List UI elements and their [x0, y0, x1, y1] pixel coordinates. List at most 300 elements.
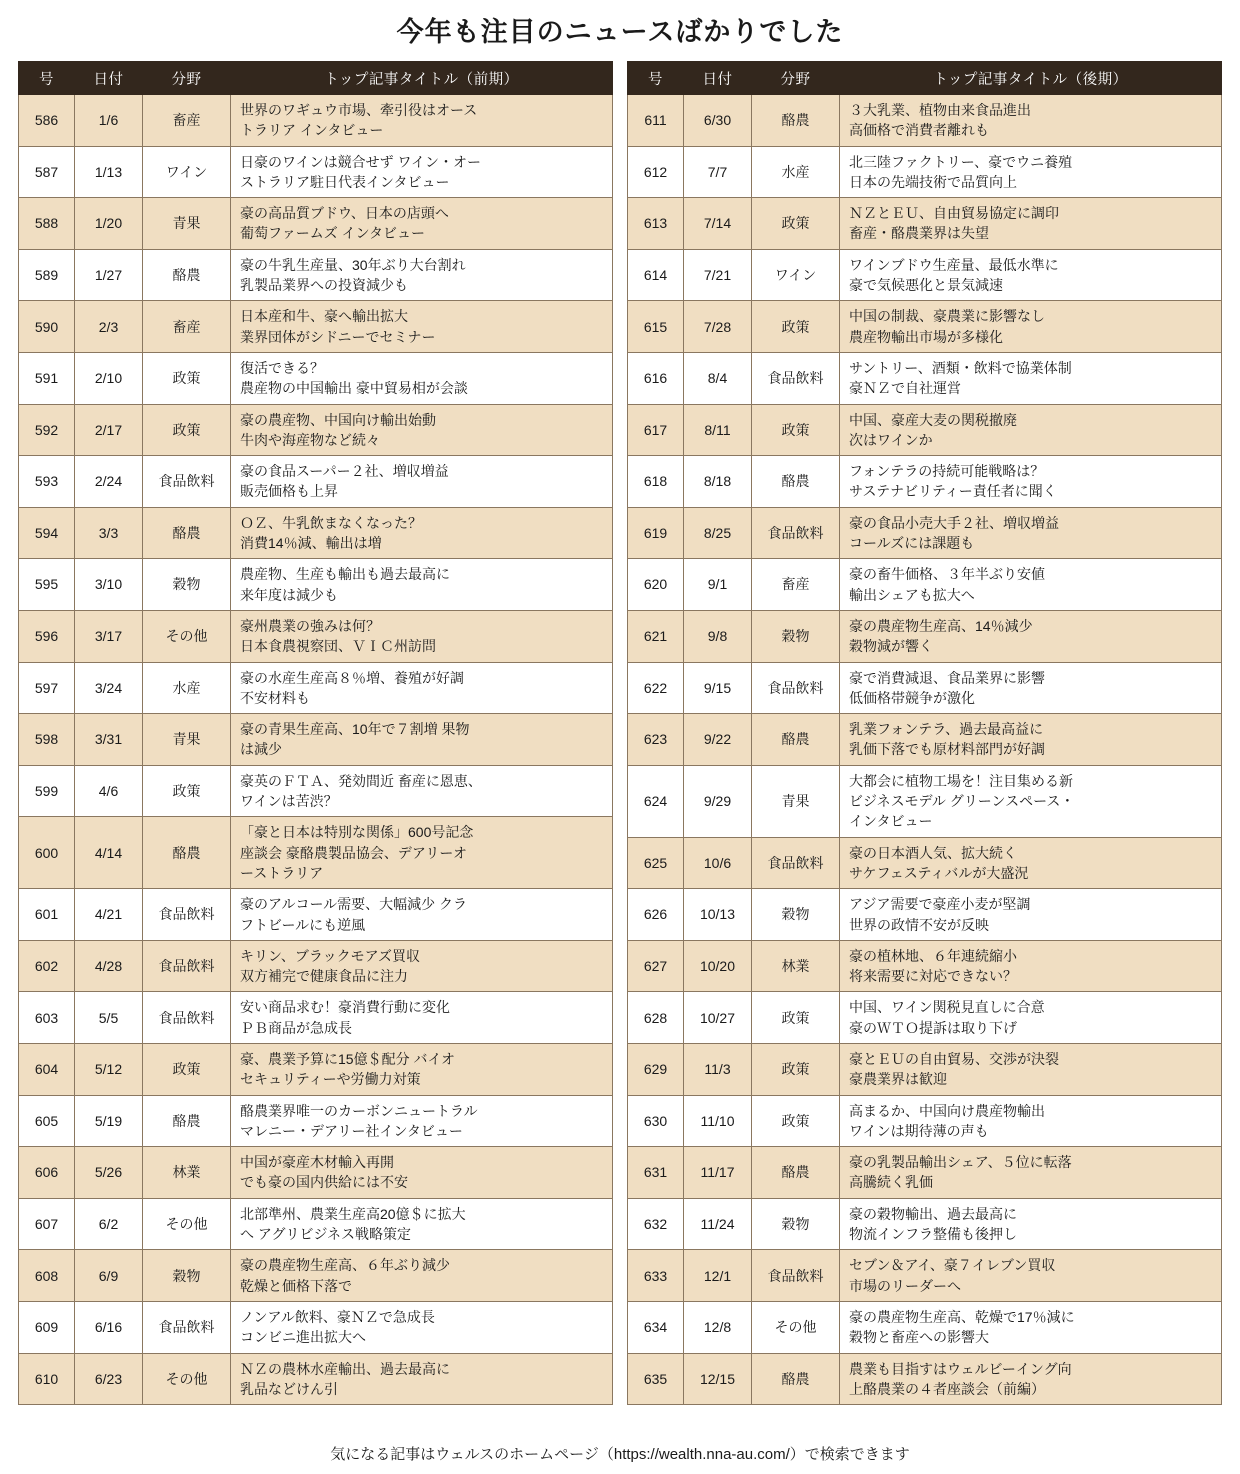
article-title-line: 豪とＥＵの自由貿易、交渉が決裂 [849, 1050, 1059, 1067]
table-row [19, 198, 613, 250]
cell-issue-number: 631 [628, 1147, 684, 1199]
article-title-line: へ アグリビジネス戦略策定 [240, 1226, 412, 1243]
cell-issue-number: 604 [19, 1043, 75, 1095]
cell-article-title [840, 1198, 1222, 1250]
table-row [19, 662, 613, 714]
table-row [628, 559, 1222, 611]
article-title-line: 世界の政情不安が反映 [849, 916, 989, 933]
cell-article-title [231, 1043, 613, 1095]
table-row [19, 1353, 613, 1405]
table-row [19, 146, 613, 198]
cell-issue-number: 602 [19, 940, 75, 992]
article-title-line: 豪の食品小売大手２社、増収増益 [849, 514, 1059, 531]
cell-issue-number: 634 [628, 1301, 684, 1353]
cell-date: 10/20 [684, 940, 752, 992]
cell-issue-number: 635 [628, 1353, 684, 1405]
cell-issue-number: 592 [19, 404, 75, 456]
table-row [628, 1250, 1222, 1302]
article-title-line: ストラリア駐日代表インタビュー [240, 173, 450, 190]
cell-issue-number: 588 [19, 198, 75, 250]
table-row [19, 992, 613, 1044]
article-title-line: ＰＢ商品が急成長 [240, 1019, 352, 1036]
cell-field: 林業 [143, 1147, 231, 1199]
cell-article-title [231, 1095, 613, 1147]
cell-article-title [840, 507, 1222, 559]
article-title-line: トラリア インタビュー [240, 122, 384, 139]
cell-date: 11/3 [684, 1043, 752, 1095]
cell-date: 6/9 [75, 1250, 143, 1302]
cell-article-title [231, 610, 613, 662]
cell-date: 5/12 [75, 1043, 143, 1095]
table-row [628, 992, 1222, 1044]
article-title-line: でも豪の国内供給には不安 [240, 1174, 408, 1191]
cell-issue-number: 615 [628, 301, 684, 353]
article-title-line: 豪の穀物輸出、過去最高に [849, 1205, 1017, 1222]
table-row [628, 765, 1222, 837]
article-title-line: ワインは苦渋？ [240, 793, 338, 810]
cell-date: 1/20 [75, 198, 143, 250]
article-title-line: 豪の農産物生産高、６年ぶり減少 [240, 1257, 450, 1274]
cell-issue-number: 616 [628, 352, 684, 404]
article-title-line: 座談会 豪酪農製品協会、デアリーオ [240, 844, 468, 861]
cell-date: 12/8 [684, 1301, 752, 1353]
cell-date: 6/30 [684, 95, 752, 147]
article-title-line: フトビールにも逆風 [240, 916, 366, 933]
cell-field: その他 [143, 1353, 231, 1405]
article-title-line: 来年度は減少も [240, 586, 338, 603]
article-title-line: 世界のワギュウ市場、牽引役はオース [240, 102, 478, 118]
article-title-line: 牛肉や海産物など続々 [240, 431, 380, 448]
article-title-line: 販売価格も上昇 [240, 483, 338, 500]
article-title-line: 高価格で消費者離れも [849, 122, 989, 139]
cell-issue-number: 619 [628, 507, 684, 559]
cell-article-title [231, 662, 613, 714]
cell-article-title [231, 817, 613, 889]
cell-date: 6/23 [75, 1353, 143, 1405]
cell-article-title [840, 1301, 1222, 1353]
cell-date: 1/6 [75, 95, 143, 147]
cell-article-title [840, 992, 1222, 1044]
article-title-line: 大都会に植物工場を！注目集める新 [849, 772, 1073, 789]
cell-date: 7/7 [684, 146, 752, 198]
cell-field: 食品飲料 [752, 1250, 840, 1302]
cell-article-title [840, 301, 1222, 353]
cell-article-title [231, 559, 613, 611]
cell-article-title [231, 992, 613, 1044]
article-title-line: 双方補完で健康食品に注力 [240, 968, 408, 985]
cell-article-title [231, 146, 613, 198]
cell-field: 政策 [752, 992, 840, 1044]
cell-field: 水産 [143, 662, 231, 714]
cell-date: 11/10 [684, 1095, 752, 1147]
article-title-line: 市場のリーダーへ [849, 1277, 961, 1294]
cell-article-title [840, 249, 1222, 301]
cell-article-title [840, 146, 1222, 198]
article-title-line: は減少 [240, 741, 282, 758]
cell-issue-number: 611 [628, 95, 684, 147]
article-title-line: 業界団体がシドニーでセミナー [240, 328, 436, 345]
table-row [19, 714, 613, 766]
tables-container [0, 61, 1240, 1405]
cell-issue-number: 620 [628, 559, 684, 611]
article-title-line: 乳業フォンテラ、過去最高益に [849, 721, 1044, 738]
article-title-line: インタビュー [849, 813, 933, 830]
table-row [628, 301, 1222, 353]
cell-date: 11/17 [684, 1147, 752, 1199]
cell-article-title [840, 1043, 1222, 1095]
cell-field: その他 [752, 1301, 840, 1353]
table-row [628, 95, 1222, 147]
cell-field: ワイン [143, 146, 231, 198]
cell-issue-number: 589 [19, 249, 75, 301]
column-header-date: 日付 [75, 62, 143, 95]
cell-date: 1/13 [75, 146, 143, 198]
table-header-row [628, 62, 1222, 95]
article-title-line: 日本食農視察団、ＶＩＣ州訪問 [240, 638, 436, 655]
cell-date: 12/15 [684, 1353, 752, 1405]
cell-article-title [840, 1353, 1222, 1405]
article-title-line: 中国、豪産大麦の関税撤廃 [849, 411, 1017, 428]
cell-field: 穀物 [752, 889, 840, 941]
cell-date: 2/10 [75, 352, 143, 404]
cell-field: 政策 [752, 198, 840, 250]
article-title-line: 豪で消費減退、食品業界に影響 [849, 669, 1045, 686]
article-title-line: セキュリティーや労働力対策 [240, 1071, 421, 1088]
cell-issue-number: 630 [628, 1095, 684, 1147]
cell-field: 青果 [143, 714, 231, 766]
article-title-line: 日本の先端技術で品質向上 [849, 173, 1017, 190]
cell-field: 食品飲料 [752, 662, 840, 714]
article-title-line: 中国、ワイン関税見直しに合意 [849, 999, 1045, 1016]
cell-issue-number: 608 [19, 1250, 75, 1302]
table-row [628, 940, 1222, 992]
article-title-line: 日豪のワインは競合せず ワイン・オー [240, 153, 482, 170]
cell-date: 10/27 [684, 992, 752, 1044]
cell-issue-number: 603 [19, 992, 75, 1044]
cell-field: 政策 [143, 352, 231, 404]
cell-date: 8/25 [684, 507, 752, 559]
cell-article-title [231, 352, 613, 404]
table-row [19, 456, 613, 508]
cell-issue-number: 613 [628, 198, 684, 250]
article-title-line: 豪州農業の強みは何？ [240, 617, 380, 634]
table-row [628, 1198, 1222, 1250]
article-title-line: サステナビリティー責任者に聞く [849, 483, 1057, 500]
cell-date: 5/19 [75, 1095, 143, 1147]
article-title-line: 豪で気候悪化と景気減速 [849, 277, 1003, 294]
article-title-line: 豪農業界は歓迎 [849, 1071, 947, 1088]
article-title-line: セブン＆アイ、豪７イレブン買収 [849, 1257, 1056, 1274]
article-title-line: 豪のＷＴＯ提訴は取り下げ [849, 1019, 1017, 1036]
cell-article-title [231, 1250, 613, 1302]
table-row [628, 249, 1222, 301]
cell-article-title [840, 352, 1222, 404]
cell-field: その他 [143, 610, 231, 662]
cell-field: 酪農 [143, 249, 231, 301]
table-body-first-half [19, 95, 613, 1405]
cell-field: 林業 [752, 940, 840, 992]
cell-date: 3/24 [75, 662, 143, 714]
cell-date: 6/2 [75, 1198, 143, 1250]
article-title-line: フォンテラの持続可能戦略は？ [849, 463, 1045, 480]
cell-issue-number: 594 [19, 507, 75, 559]
cell-article-title [231, 301, 613, 353]
article-title-line: 豪の農産物、中国向け輸出始動 [240, 411, 436, 428]
table-row [19, 507, 613, 559]
cell-issue-number: 632 [628, 1198, 684, 1250]
article-title-line: 穀物と畜産への影響大 [849, 1329, 989, 1346]
table-row [628, 889, 1222, 941]
article-title-line: 農業も目指すはウェルビーイング向 [849, 1360, 1072, 1377]
cell-article-title [231, 1147, 613, 1199]
article-title-line: 安い商品求む！豪消費行動に変化 [240, 999, 450, 1016]
table-row [19, 352, 613, 404]
article-title-line: 低価格帯競争が激化 [849, 689, 975, 706]
table-header-row [19, 62, 613, 95]
cell-issue-number: 628 [628, 992, 684, 1044]
cell-field: 穀物 [752, 610, 840, 662]
article-title-line: 消費14％減、輸出は増 [240, 535, 382, 552]
cell-date: 2/17 [75, 404, 143, 456]
article-title-line: キリン、ブラックモアズ買収 [240, 947, 421, 964]
article-title-line: 豪の食品スーパー２社、増収増益 [240, 463, 449, 480]
cell-article-title [231, 95, 613, 147]
cell-date: 8/4 [684, 352, 752, 404]
article-title-line: 北部準州、農業生産高20億＄に拡大 [240, 1205, 466, 1222]
cell-field: 政策 [752, 1095, 840, 1147]
cell-date: 9/29 [684, 765, 752, 837]
cell-article-title [840, 198, 1222, 250]
page-title: 今年も注目のニュースばかりでした [396, 17, 844, 47]
cell-date: 12/1 [684, 1250, 752, 1302]
table-row [628, 1353, 1222, 1405]
column-header-no: 号 [628, 62, 684, 95]
table-row [628, 1095, 1222, 1147]
article-title-line: 豪ＮＺで自社運営 [849, 380, 961, 397]
cell-article-title [840, 456, 1222, 508]
cell-date: 8/18 [684, 456, 752, 508]
cell-issue-number: 612 [628, 146, 684, 198]
cell-field: 食品飲料 [752, 507, 840, 559]
cell-article-title [231, 404, 613, 456]
cell-field: 酪農 [143, 507, 231, 559]
table-row [628, 610, 1222, 662]
cell-article-title [840, 940, 1222, 992]
cell-article-title [840, 610, 1222, 662]
table-row [628, 146, 1222, 198]
cell-article-title [231, 940, 613, 992]
article-title-line: 豪英のＦＴＡ、発効間近 畜産に恩恵、 [240, 772, 482, 789]
cell-issue-number: 617 [628, 404, 684, 456]
article-title-line: 次はワインか [849, 431, 933, 448]
cell-issue-number: 607 [19, 1198, 75, 1250]
cell-article-title [840, 404, 1222, 456]
cell-date: 7/14 [684, 198, 752, 250]
article-title-line: ＮＺの農林水産輸出、過去最高に [240, 1360, 450, 1377]
cell-article-title [231, 198, 613, 250]
article-title-line: ノンアル飲料、豪ＮＺで急成長 [240, 1308, 435, 1325]
cell-date: 9/1 [684, 559, 752, 611]
cell-article-title [840, 95, 1222, 147]
cell-date: 5/26 [75, 1147, 143, 1199]
cell-issue-number: 605 [19, 1095, 75, 1147]
article-title-line: 不安材料も [240, 689, 310, 706]
cell-field: 穀物 [752, 1198, 840, 1250]
article-title-line: 農産物の中国輸出 豪中貿易相が会談 [240, 380, 468, 397]
article-title-line: 豪の植林地、６年連続縮小 [849, 947, 1017, 964]
cell-date: 4/28 [75, 940, 143, 992]
cell-field: 食品飲料 [143, 456, 231, 508]
cell-field: 政策 [752, 1043, 840, 1095]
table-row [628, 1043, 1222, 1095]
column-header-date: 日付 [684, 62, 752, 95]
column-header-field: 分野 [752, 62, 840, 95]
table-row [19, 559, 613, 611]
cell-issue-number: 593 [19, 456, 75, 508]
cell-issue-number: 633 [628, 1250, 684, 1302]
cell-date: 3/10 [75, 559, 143, 611]
cell-date: 5/5 [75, 992, 143, 1044]
article-title-line: ３大乳業、植物由来食品進出 [849, 102, 1031, 118]
cell-issue-number: 586 [19, 95, 75, 147]
cell-date: 4/21 [75, 889, 143, 941]
cell-issue-number: 591 [19, 352, 75, 404]
article-title-line: 豪のアルコール需要、大幅減少 クラ [240, 896, 468, 913]
cell-article-title [231, 1198, 613, 1250]
cell-issue-number: 596 [19, 610, 75, 662]
cell-issue-number: 621 [628, 610, 684, 662]
cell-article-title [231, 714, 613, 766]
cell-issue-number: 627 [628, 940, 684, 992]
cell-date: 4/6 [75, 765, 143, 817]
article-title-line: 農産物、生産も輸出も過去最高に [240, 566, 450, 583]
cell-field: 政策 [752, 301, 840, 353]
table-row [19, 301, 613, 353]
article-title-line: 豪の農産物生産高、14％減少 [849, 617, 1033, 634]
cell-field: 食品飲料 [143, 992, 231, 1044]
cell-date: 10/6 [684, 837, 752, 889]
cell-article-title [231, 889, 613, 941]
cell-issue-number: 624 [628, 765, 684, 837]
footer-note: 気になる記事はウェルスのホームページ（https://wealth.nna-au.com/）で検索できます [330, 1446, 910, 1463]
cell-issue-number: 587 [19, 146, 75, 198]
cell-article-title [231, 1353, 613, 1405]
column-header-field: 分野 [143, 62, 231, 95]
cell-date: 2/24 [75, 456, 143, 508]
cell-field: 畜産 [143, 301, 231, 353]
cell-field: 酪農 [752, 456, 840, 508]
news-table-second-half [627, 61, 1222, 1405]
table-row [19, 765, 613, 817]
cell-article-title [840, 1095, 1222, 1147]
cell-field: 酪農 [752, 714, 840, 766]
cell-field: 政策 [752, 404, 840, 456]
cell-article-title [840, 1147, 1222, 1199]
cell-date: 3/3 [75, 507, 143, 559]
article-title-line: 乾燥と価格下落で [240, 1277, 352, 1294]
article-title-line: 乳製品業界への投資減少も [240, 277, 408, 294]
cell-field: 食品飲料 [752, 837, 840, 889]
article-title-line: 輸出シェアも拡大へ [849, 586, 975, 603]
table-row [19, 610, 613, 662]
cell-field: 酪農 [143, 817, 231, 889]
cell-field: 食品飲料 [143, 889, 231, 941]
table-row [19, 1198, 613, 1250]
cell-field: 政策 [143, 765, 231, 817]
article-title-line: 中国の制裁、豪農業に影響なし [849, 308, 1045, 325]
cell-date: 4/14 [75, 817, 143, 889]
cell-issue-number: 629 [628, 1043, 684, 1095]
cell-issue-number: 623 [628, 714, 684, 766]
table-row [628, 1147, 1222, 1199]
article-title-line: 将来需要に対応できない？ [849, 968, 1017, 985]
table-row [19, 817, 613, 889]
cell-article-title [231, 507, 613, 559]
cell-date: 9/15 [684, 662, 752, 714]
table-row [19, 1095, 613, 1147]
article-title-line: 豪の畜牛価格、３年半ぶり安値 [849, 566, 1045, 583]
cell-article-title [840, 662, 1222, 714]
cell-date: 7/21 [684, 249, 752, 301]
cell-date: 3/31 [75, 714, 143, 766]
cell-issue-number: 614 [628, 249, 684, 301]
table-row [19, 404, 613, 456]
article-title-line: 上酪農業の４者座談会（前編） [849, 1380, 1045, 1397]
cell-field: ワイン [752, 249, 840, 301]
table-row [19, 940, 613, 992]
page [0, 10, 1240, 1474]
table-row [19, 889, 613, 941]
table-row [19, 1043, 613, 1095]
article-title-line: 豪の農産物生産高、乾燥で17％減に [849, 1308, 1075, 1325]
cell-field: その他 [143, 1198, 231, 1250]
article-title-line: 豪の青果生産高、10年で７割増 果物 [240, 721, 470, 738]
cell-article-title [840, 765, 1222, 837]
cell-date: 3/17 [75, 610, 143, 662]
cell-article-title [840, 714, 1222, 766]
cell-field: 青果 [752, 765, 840, 837]
article-title-line: アジア需要で豪産小麦が堅調 [849, 896, 1031, 913]
article-title-line: ＯＺ、牛乳飲まなくなった？ [240, 514, 422, 531]
cell-issue-number: 626 [628, 889, 684, 941]
table-row [628, 837, 1222, 889]
cell-field: 政策 [143, 1043, 231, 1095]
article-title-line: 農産物輸出市場が多様化 [849, 328, 1003, 345]
article-title-line: 豪の高品質ブドウ、日本の店頭へ [240, 205, 449, 222]
cell-field: 畜産 [752, 559, 840, 611]
table-row [628, 456, 1222, 508]
cell-date: 11/24 [684, 1198, 752, 1250]
cell-article-title [840, 559, 1222, 611]
cell-article-title [231, 765, 613, 817]
cell-date: 9/22 [684, 714, 752, 766]
cell-issue-number: 595 [19, 559, 75, 611]
article-title-line: 北三陸ファクトリー、豪でウニ養殖 [849, 153, 1073, 170]
cell-field: 酪農 [752, 95, 840, 147]
cell-article-title [231, 249, 613, 301]
cell-article-title [840, 837, 1222, 889]
cell-issue-number: 610 [19, 1353, 75, 1405]
article-title-line: 豪、農業予算に15億＄配分 バイオ [240, 1050, 456, 1067]
article-title-line: 高騰続く乳価 [849, 1174, 933, 1191]
article-title-line: サケフェスティバルが大盛況 [849, 864, 1029, 881]
article-title-line: ーストラリア [240, 864, 324, 881]
cell-date: 2/3 [75, 301, 143, 353]
table-row [628, 1301, 1222, 1353]
article-title-line: コンビニ進出拡大へ [240, 1329, 366, 1346]
cell-field: 酪農 [752, 1147, 840, 1199]
article-title-line: 豪の牛乳生産量、30年ぶり大台割れ [240, 256, 466, 273]
